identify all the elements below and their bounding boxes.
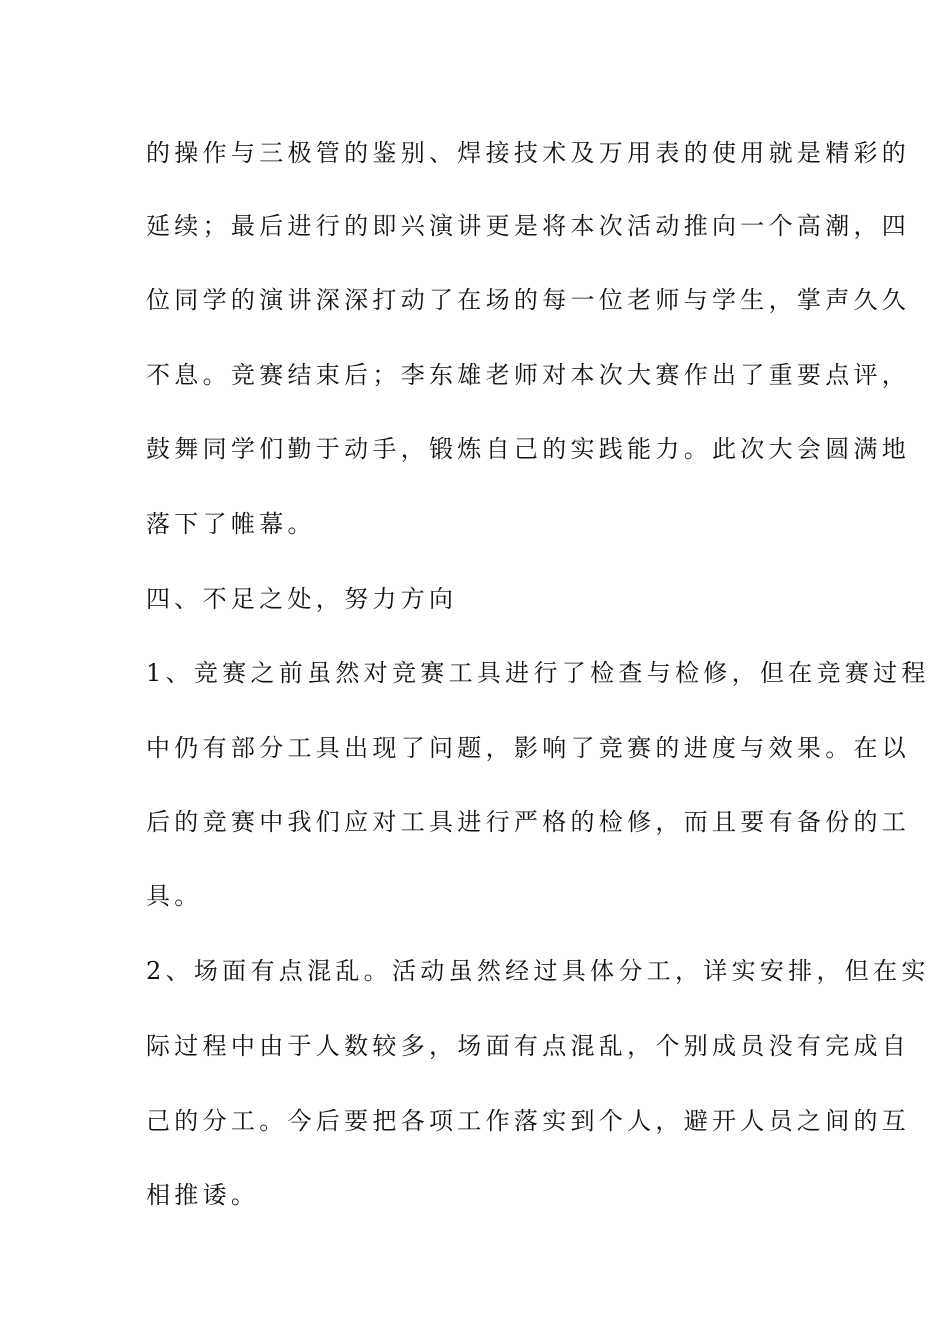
list-item-line: 1、竞赛之前虽然对竞赛工具进行了检查与检修，但在竞赛过程 [146, 659, 930, 687]
paragraph-line: 不息。竞赛结束后；李东雄老师对本次大赛作出了重要点评， [146, 361, 911, 389]
list-item-line: 具。 [146, 882, 203, 910]
paragraph-line: 的操作与三极管的鉴别、焊接技术及万用表的使用就是精彩的 [146, 139, 911, 167]
paragraph-line: 位同学的演讲深深打动了在场的每一位老师与学生，掌声久久 [146, 286, 911, 314]
list-item-line: 相推诿。 [146, 1181, 260, 1209]
list-item-line: 后的竞赛中我们应对工具进行严格的检修，而且要有备份的工 [146, 808, 911, 836]
paragraph-line: 延续；最后进行的即兴演讲更是将本次活动推向一个高潮，四 [146, 212, 911, 240]
list-item-line: 际过程中由于人数较多，场面有点混乱，个别成员没有完成自 [146, 1032, 911, 1060]
list-item-line: 中仍有部分工具出现了问题，影响了竞赛的进度与效果。在以 [146, 734, 911, 762]
paragraph-line: 落下了帷幕。 [146, 510, 316, 538]
list-item-line: 己的分工。今后要把各项工作落实到个人，避开人员之间的互 [146, 1107, 911, 1135]
list-item-line: 2、场面有点混乱。活动虽然经过具体分工，详实安排，但在实 [146, 957, 930, 985]
paragraph-line: 鼓舞同学们勤于动手，锻炼自己的实践能力。此次大会圆满地 [146, 435, 911, 463]
section-heading: 四、不足之处，努力方向 [146, 585, 458, 613]
